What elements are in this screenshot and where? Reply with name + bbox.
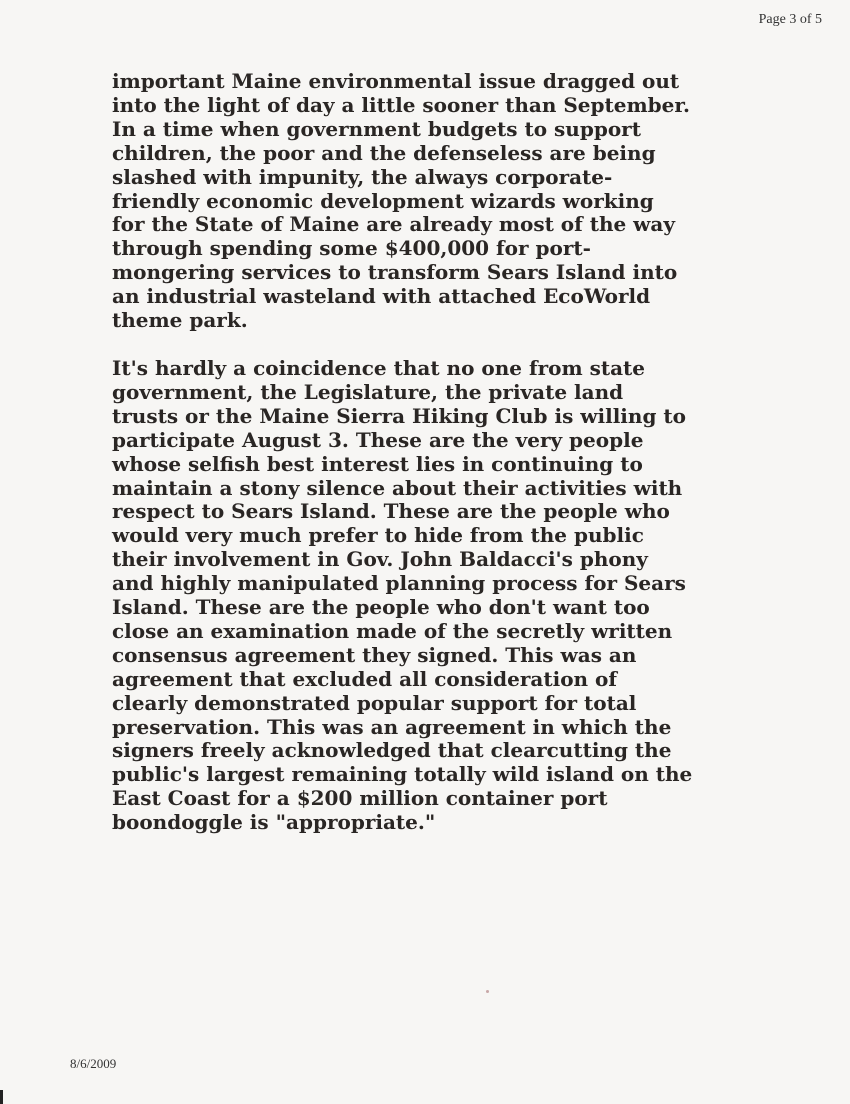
text-line: preservation. This was an agreement in which the: [112, 714, 672, 739]
text-line: important Maine environmental issue dragged out: [112, 69, 680, 93]
text-line: public's largest remaining totally wild island on the: [112, 762, 693, 787]
text-line: friendly economic development wizards working: [112, 188, 654, 213]
text-line: and highly manipulated planning process for Sears: [112, 571, 686, 596]
text-line: slashed with impunity, the always corporate-: [112, 164, 613, 189]
text-line: their involvement in Gov. John Baldacci's phony: [112, 547, 648, 572]
footer-date: 8/6/2009: [70, 1056, 117, 1071]
text-line: would very much prefer to hide from the public: [112, 523, 644, 548]
text-line: whose selfish best interest lies in continuing to: [112, 451, 643, 476]
text-line: signers freely acknowledged that clearcutting the: [112, 738, 672, 763]
text-line: clearly demonstrated popular support for total: [112, 690, 637, 715]
text-line: maintain a stony silence about their activities with: [112, 475, 683, 500]
text-line: for the State of Maine are already most of the way: [112, 212, 675, 237]
text-line: into the light of day a little sooner than September.: [112, 92, 690, 117]
text-line: an industrial wasteland with attached EcoWorld: [112, 284, 651, 309]
text-line: mongering services to transform Sears Island into: [112, 260, 678, 285]
text-line: East Coast for a $200 million container port: [112, 786, 608, 811]
text-line: respect to Sears Island. These are the people who: [112, 499, 670, 524]
text-line: It's hardly a coincidence that no one from state: [112, 355, 645, 380]
paragraph: [112, 357, 772, 835]
text-line: close an examination made of the secretly written: [112, 618, 673, 643]
text-line: children, the poor and the defenseless are being: [112, 140, 656, 165]
text-line: trusts or the Maine Sierra Hiking Club is willing to: [112, 403, 686, 428]
document-body: [112, 70, 772, 835]
text-line: through spending some $400,000 for port-: [112, 236, 591, 261]
text-line: consensus agreement they signed. This was an: [112, 642, 637, 667]
text-line: theme park.: [112, 308, 248, 333]
text-line: boondoggle is "appropriate.": [112, 810, 436, 835]
text-line: Island. These are the people who don't want too: [112, 595, 650, 620]
scan-speck: [486, 990, 489, 993]
text-line: government, the Legislature, the private land: [112, 379, 624, 404]
page-number: Page 3 of 5: [758, 12, 822, 27]
text-line: In a time when government budgets to support: [112, 116, 641, 141]
text-line: participate August 3. These are the very people: [112, 427, 644, 452]
scan-edge-mark: [0, 1090, 3, 1104]
text-line: agreement that excluded all consideration of: [112, 666, 617, 691]
paragraph: [112, 70, 772, 333]
